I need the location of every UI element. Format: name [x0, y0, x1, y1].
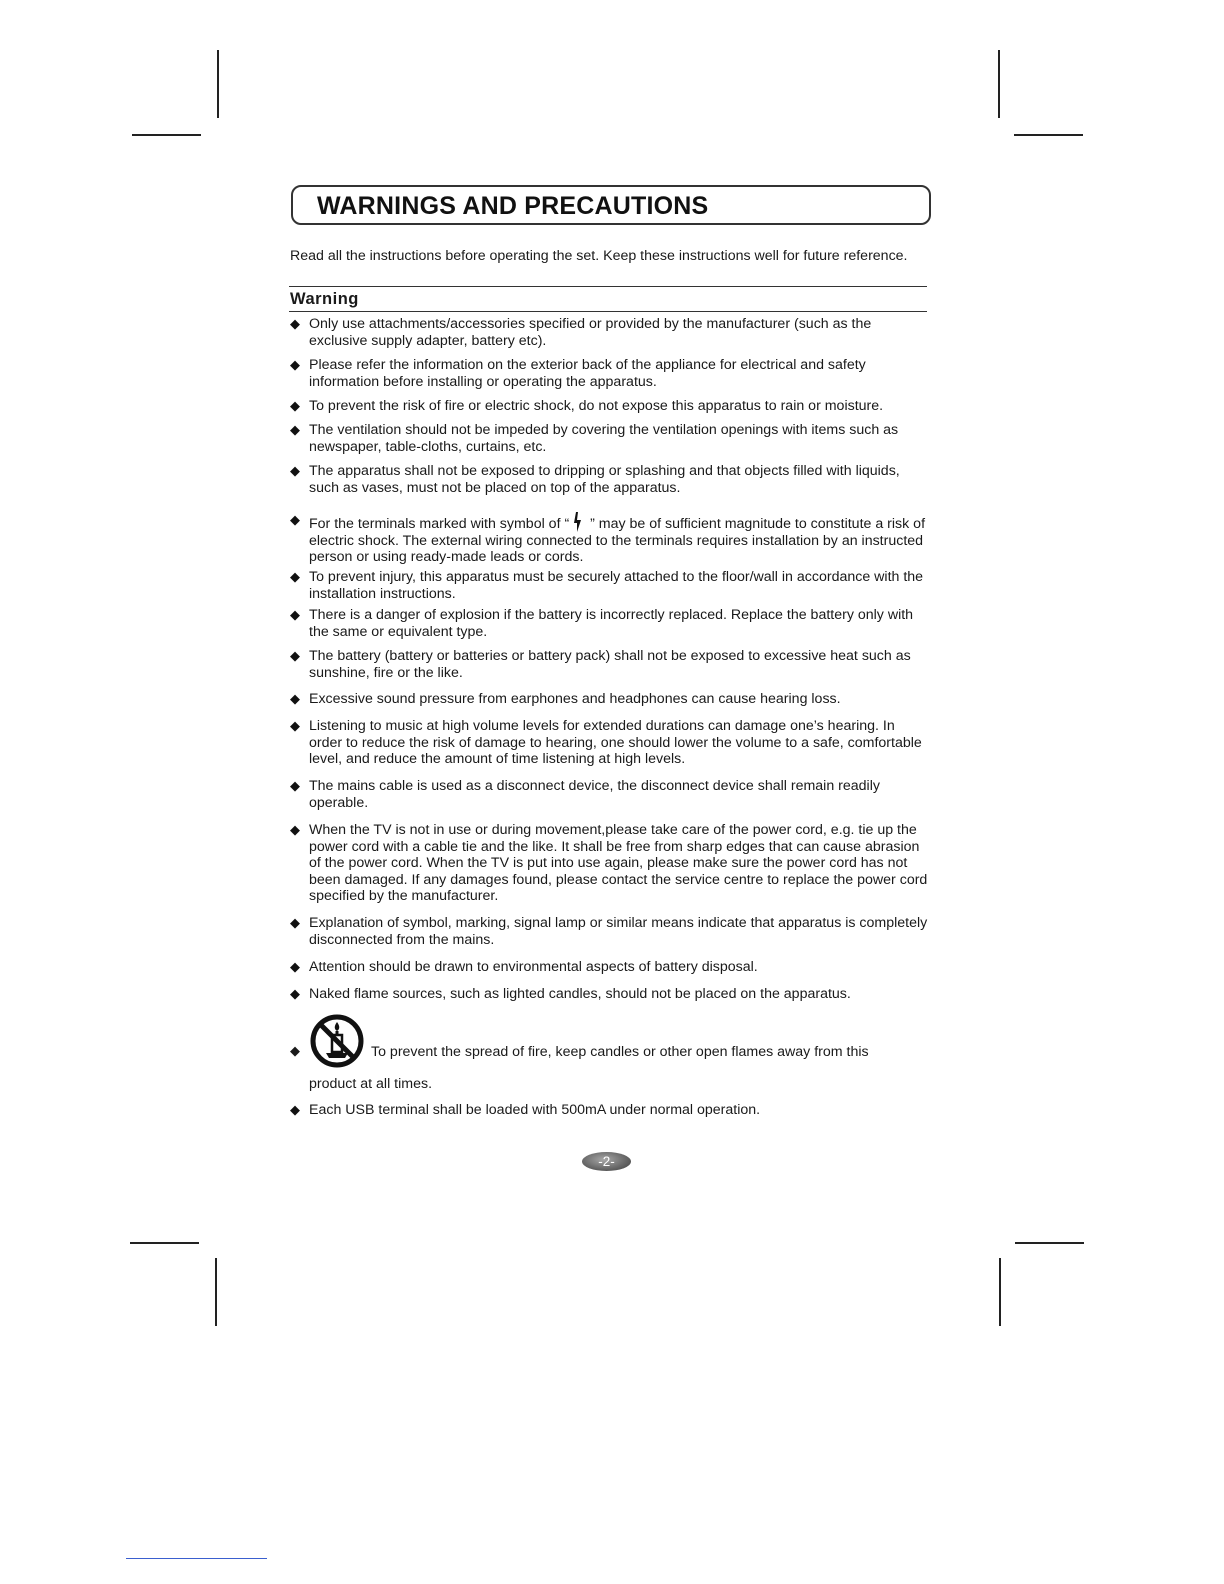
list-item-text: The battery (battery or batteries or battery pack) shall not be exposed to excessive heat such as sunshine, fire or the like.	[309, 648, 911, 681]
list-item-text: Attention should be drawn to environmental aspects of battery disposal.	[309, 959, 758, 975]
list-item	[290, 569, 930, 602]
list-item	[290, 822, 930, 905]
list-item-text: To prevent injury, this apparatus must be securely attached to the floor/wall in accordance with the installation instructions.	[309, 569, 924, 602]
list-item	[290, 959, 930, 976]
bullet-icon: ◆	[290, 691, 300, 706]
lightning-bolt-icon	[573, 512, 582, 532]
list-item	[290, 316, 930, 349]
list-item-text: When the TV is not in use or during movement,please take care of the power cord, e.g. tie up the power cord with a cable tie and the like. It shall be free from sharp edges that can cause abrasion of the power cord. When the TV is put into use again, please make sure the power cord has not been damaged. If any damages found, please contact the service centre to replace the power cord specified by the manufacturer.	[309, 822, 928, 905]
bullet-icon: ◆	[290, 463, 300, 478]
bullet-icon: ◆	[290, 1102, 300, 1117]
list-item	[290, 648, 930, 681]
list-item	[290, 1012, 930, 1097]
page-title: WARNINGS AND PRECAUTIONS	[317, 192, 709, 220]
list-item-text: The mains cable is used as a disconnect device, the disconnect device shall remain readily operable.	[309, 778, 880, 811]
divider	[289, 311, 927, 312]
list-item	[290, 422, 930, 455]
list-item-text: Excessive sound pressure from earphones and headphones can cause hearing loss.	[309, 691, 841, 707]
bullet-icon: ◆	[290, 648, 300, 663]
list-item-text: There is a danger of explosion if the battery is incorrectly replaced. Replace the battery only with the same or equivalent type.	[309, 607, 914, 640]
list-item-text: Explanation of symbol, marking, signal lamp or similar means indicate that apparatus is completely disconnected from the mains.	[309, 915, 928, 948]
list-item-text: To prevent the spread of fire, keep candles or other open flames away from this	[371, 1044, 869, 1060]
list-item	[290, 512, 930, 566]
crop-mark	[217, 50, 219, 118]
list-item-text: Listening to music at high volume levels for extended durations can damage one’s hearing. In order to reduce the risk of damage to hearing, one should lower the volume to a safe, comfortable level, and reduce the amount of time listening at high levels.	[309, 718, 922, 768]
divider	[289, 286, 927, 287]
no-open-flame-icon	[309, 1012, 365, 1070]
bullet-icon: ◆	[290, 778, 300, 793]
bullet-icon: ◆	[290, 398, 300, 413]
list-item-text: To prevent the risk of fire or electric shock, do not expose this apparatus to rain or moisture.	[309, 398, 884, 414]
section-title: Warning	[290, 290, 359, 308]
list-item-text: Naked flame sources, such as lighted candles, should not be placed on the apparatus.	[309, 986, 851, 1002]
list-item	[290, 1102, 930, 1119]
crop-mark	[999, 1258, 1001, 1326]
bullet-icon: ◆	[290, 422, 300, 437]
crop-mark	[1014, 134, 1083, 136]
list-item-text: product at all times.	[309, 1076, 433, 1092]
list-item	[290, 463, 930, 496]
bullet-icon: ◆	[290, 822, 300, 837]
list-item-text: The ventilation should not be impeded by covering the ventilation openings with items such as newspaper, table-cloths, curtains, etc.	[309, 422, 899, 455]
crop-mark	[1015, 1242, 1084, 1244]
crop-mark	[215, 1258, 217, 1326]
bottom-link-line	[126, 1558, 267, 1559]
list-item	[290, 718, 930, 768]
list-item-text: For the terminals marked with symbol of “ ” may be of sufficient magnitude to constitute a risk of electric shock. The external wiring connected to the terminals requires installation by an instructed person or using ready-made leads or cords.	[309, 512, 930, 566]
list-item	[290, 778, 930, 811]
bullet-icon: ◆	[290, 1043, 300, 1058]
list-item-text: Each USB terminal shall be loaded with 500mA under normal operation.	[309, 1102, 761, 1118]
page-title-box	[291, 185, 931, 225]
crop-mark	[132, 134, 201, 136]
crop-mark	[130, 1242, 199, 1244]
list-item-text: The apparatus shall not be exposed to dripping or splashing and that objects filled with liquids, such as vases, must not be placed on top of the apparatus.	[309, 463, 900, 496]
list-item-text: Only use attachments/accessories specified or provided by the manufacturer (such as the exclusive supply adapter, battery etc).	[309, 316, 872, 349]
bullet-icon: ◆	[290, 718, 300, 733]
bullet-icon: ◆	[290, 607, 300, 622]
list-item	[290, 915, 930, 948]
bullet-icon: ◆	[290, 357, 300, 372]
list-item	[290, 398, 930, 415]
list-item	[290, 357, 930, 390]
bullet-icon: ◆	[290, 915, 300, 930]
bullet-icon: ◆	[290, 512, 300, 527]
list-item	[290, 607, 930, 640]
bullet-icon: ◆	[290, 959, 300, 974]
list-item-text: Please refer the information on the exterior back of the appliance for electrical and safety information before installing or operating the apparatus.	[309, 357, 866, 390]
crop-mark	[998, 50, 1000, 118]
intro-text: Read all the instructions before operating the set. Keep these instructions well for future reference.	[290, 248, 908, 264]
bullet-icon: ◆	[290, 316, 300, 331]
bullet-icon: ◆	[290, 986, 300, 1001]
list-item	[290, 986, 930, 1003]
list-item	[290, 691, 930, 708]
page-number: -2-	[582, 1152, 631, 1171]
bullet-icon: ◆	[290, 569, 300, 584]
